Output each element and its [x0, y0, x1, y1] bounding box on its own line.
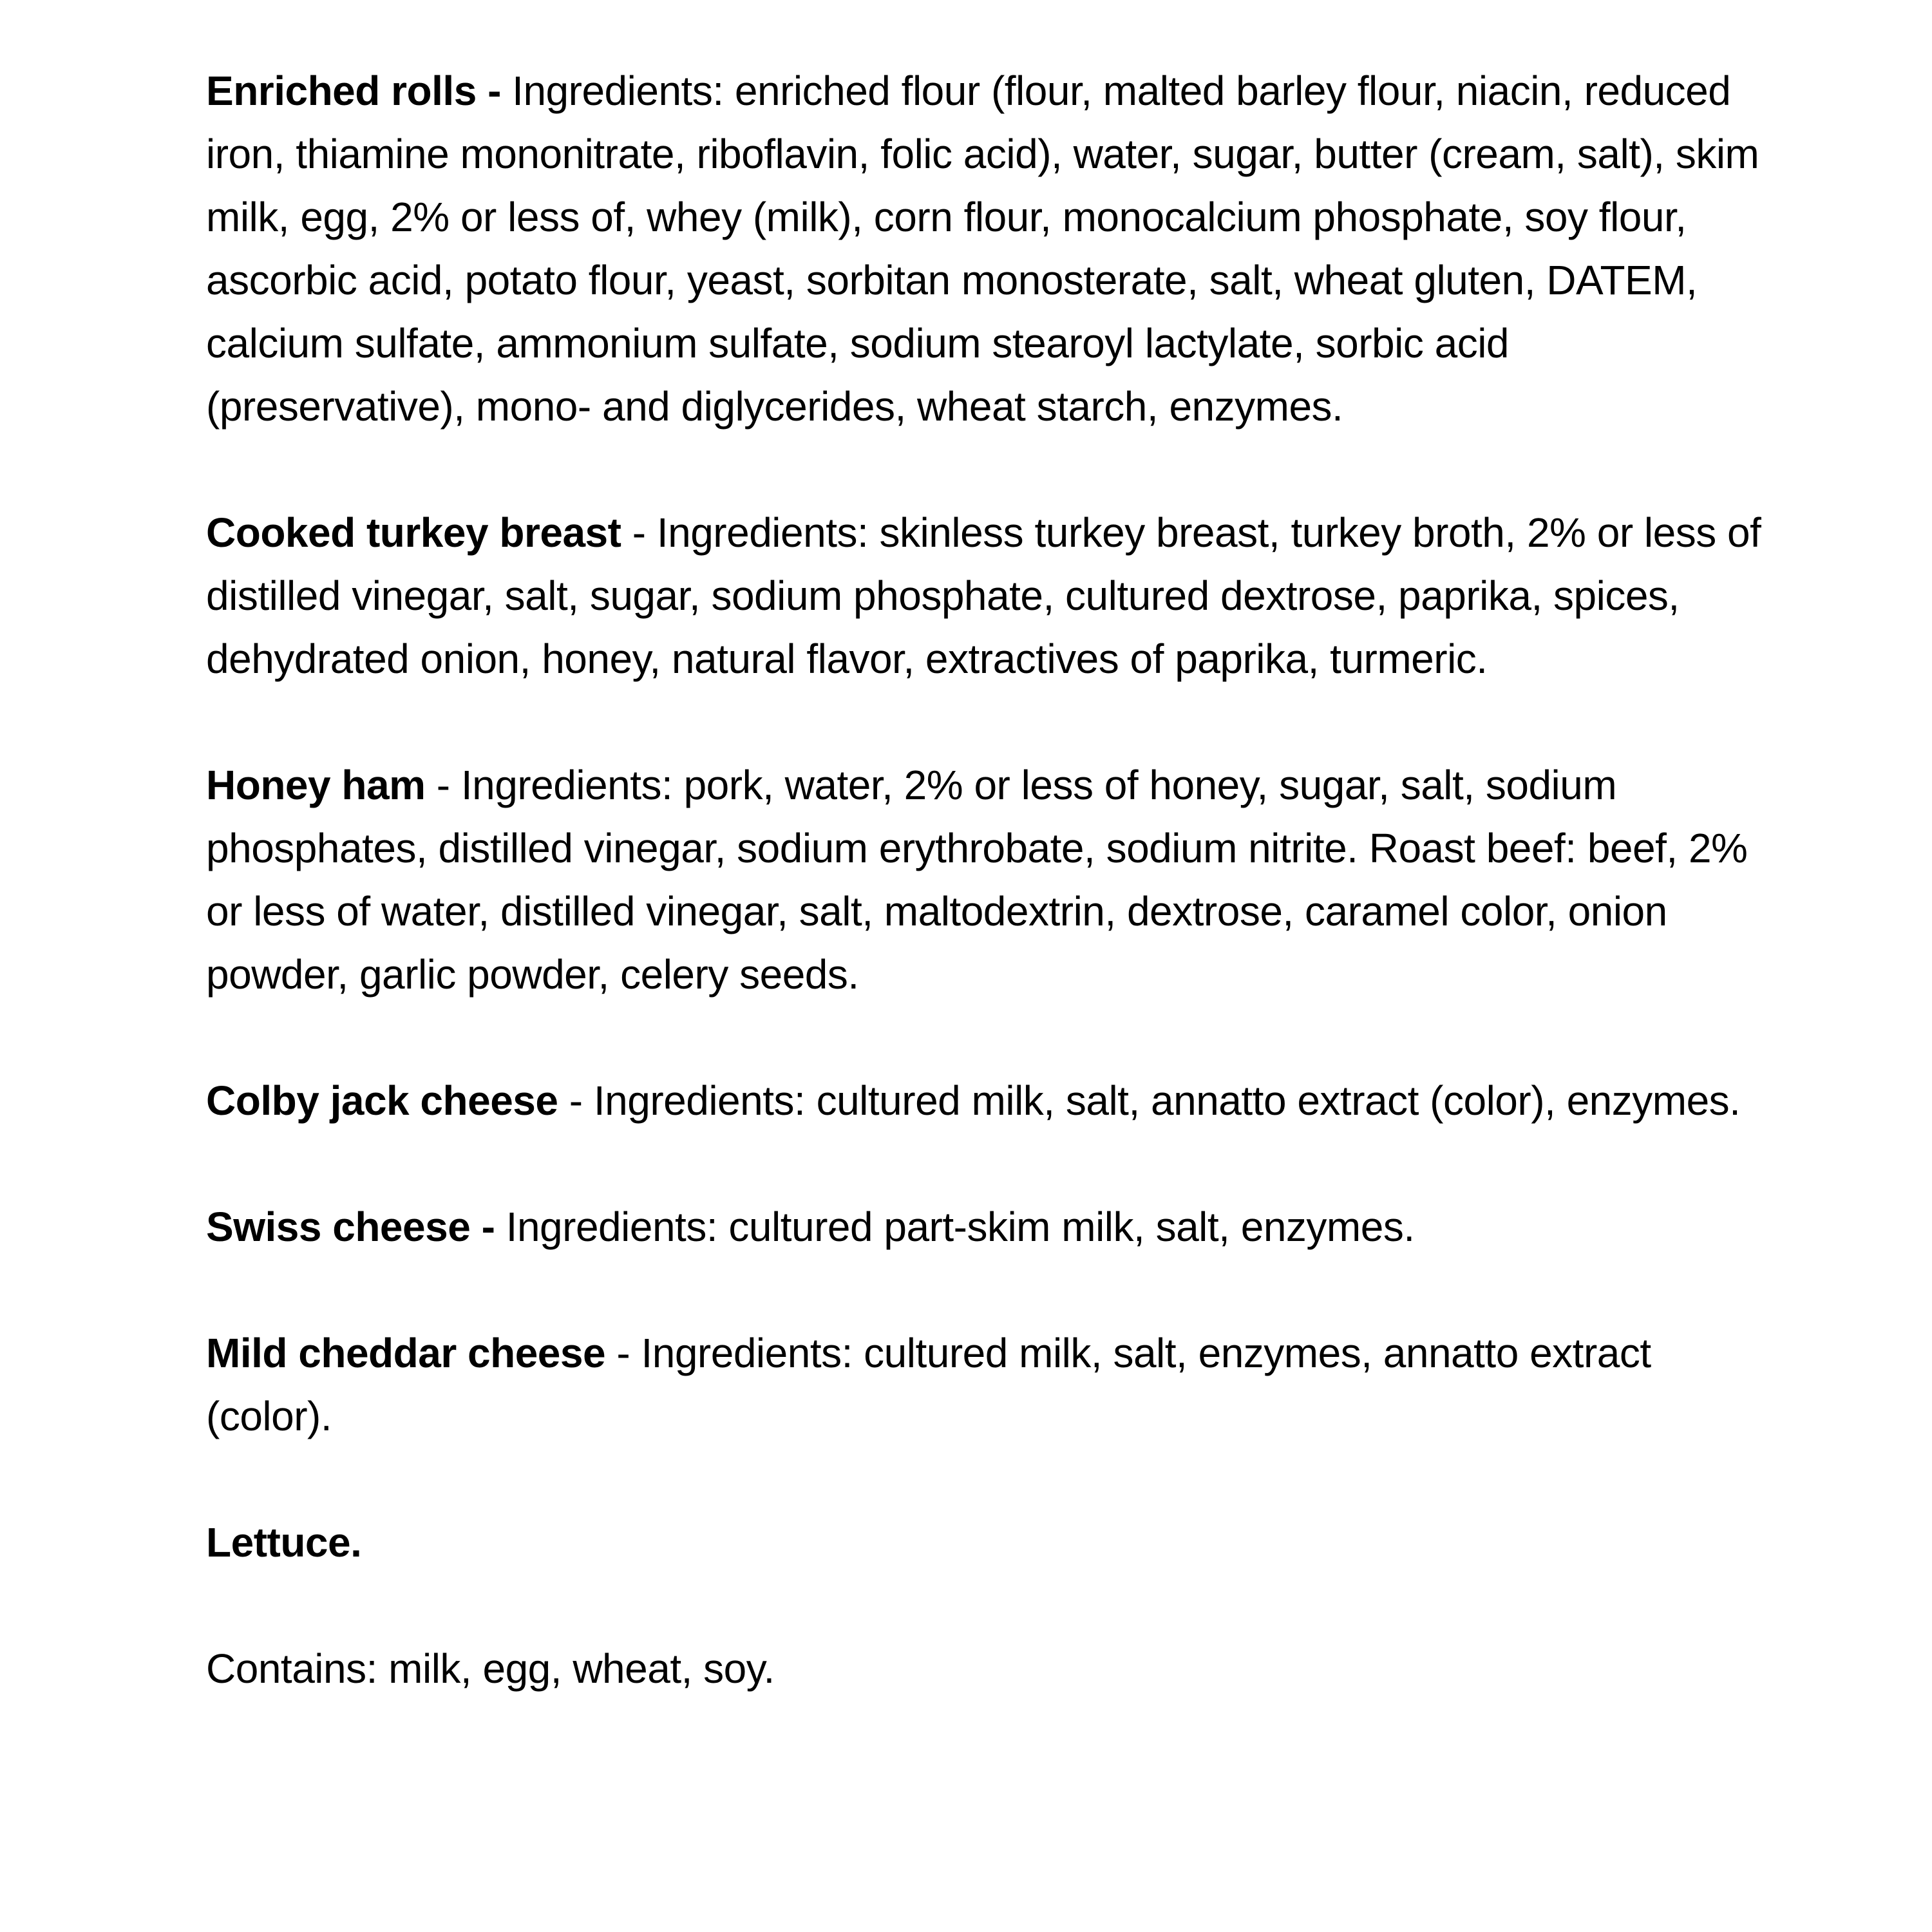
entry-colby-jack-cheese	[206, 1069, 1777, 1132]
entry-text: - Ingredients: skinless turkey breast, turkey broth, 2% or less of distilled vinegar, salt, sugar, sodium phosphate, cultured dextrose, paprika, spices, dehydrated onion, honey, natural flavor, extractives of paprika, turmeric.	[206, 509, 1761, 682]
entry-cooked-turkey-breast	[206, 501, 1777, 690]
entry-title: Swiss cheese -	[206, 1204, 495, 1250]
entry-text: Ingredients: enriched flour (flour, malted barley flour, niacin, reduced iron, thiamine mononitrate, riboflavin, folic acid), water, sugar, butter (cream, salt), skim milk, egg, 2% or less of, whey (milk), corn flour, monocalcium phosphate, soy flour, ascorbic acid, potato flour, yeast, sorbitan monosterate, salt, wheat gluten, DATEM, calcium sulfate, ammonium sulfate, sodium stearoyl lactylate, sorbic acid (preservative), mono- and diglycerides, wheat starch, enzymes.	[206, 68, 1759, 430]
entry-title: Honey ham	[206, 762, 426, 808]
entry-lettuce	[206, 1511, 1777, 1574]
allergen-statement	[206, 1637, 1777, 1700]
entry-enriched-rolls	[206, 59, 1777, 438]
entry-text: Ingredients: cultured part-skim milk, salt, enzymes.	[495, 1204, 1415, 1250]
entry-text: Contains: milk, egg, wheat, soy.	[206, 1645, 775, 1692]
entry-title: Lettuce.	[206, 1519, 362, 1566]
entry-text: - Ingredients: cultured milk, salt, annatto extract (color), enzymes.	[558, 1077, 1741, 1124]
entry-title: Colby jack cheese	[206, 1077, 558, 1124]
entry-title: Mild cheddar cheese	[206, 1330, 606, 1376]
entry-text: - Ingredients: pork, water, 2% or less of honey, sugar, salt, sodium phosphates, distilled vinegar, sodium erythrobate, sodium nitrite. Roast beef: beef, 2% or less of water, distilled vinegar, salt, maltodextrin, dextrose, caramel color, onion powder, garlic powder, celery seeds.	[206, 762, 1748, 998]
entry-swiss-cheese	[206, 1195, 1777, 1258]
entry-title: Enriched rolls -	[206, 68, 501, 114]
entry-honey-ham	[206, 753, 1777, 1006]
entry-text: - Ingredients: cultured milk, salt, enzymes, annatto extract (color).	[206, 1330, 1651, 1439]
entry-title: Cooked turkey breast	[206, 509, 621, 556]
entry-mild-cheddar-cheese	[206, 1321, 1777, 1448]
ingredients-document	[206, 59, 1777, 1700]
